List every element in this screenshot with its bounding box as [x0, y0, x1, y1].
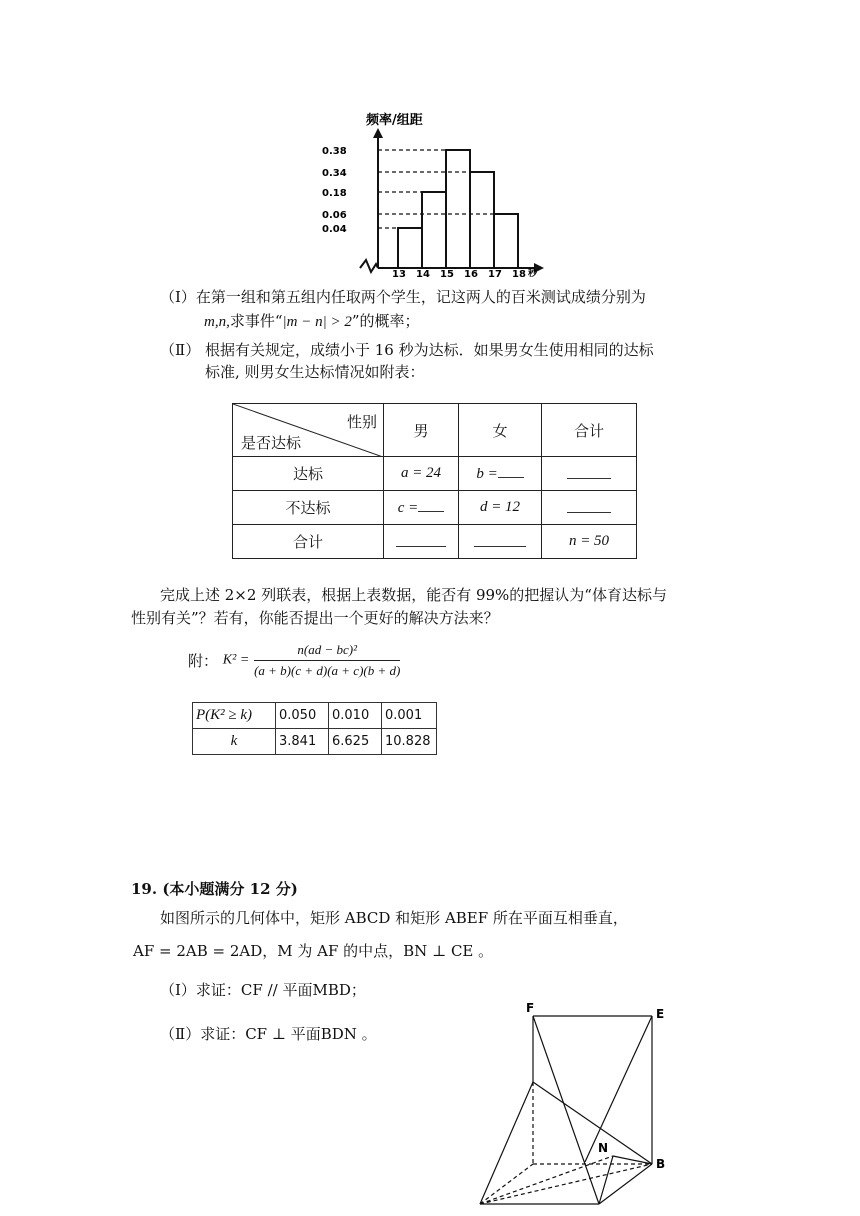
x-axis-break [360, 260, 378, 272]
x-tick-label: 16 [464, 269, 478, 280]
x-tick-label: 18 [512, 269, 526, 280]
part1-mid: 求事件“ [229, 312, 283, 330]
formula-denominator: (a + b)(c + d)(a + c)(b + d) [254, 663, 401, 678]
frequency-histogram [318, 108, 550, 284]
label-B: B [656, 1157, 666, 1171]
part1-line2 [204, 311, 420, 332]
contingency-table [232, 403, 637, 559]
q19-line2: AF = 2AB = 2AD，M 为 AF 的中点，BN ⊥ CE 。 [133, 942, 494, 960]
part2-line2: 标准, 则男女生达标情况如附表： [205, 363, 425, 381]
q19-title: 19. (本小题满分 12 分) [131, 880, 298, 898]
y-tick-label: 0.38 [322, 146, 347, 157]
histogram-bar [422, 192, 446, 268]
x-tick-label: 14 [416, 269, 430, 280]
cell-c: c = [384, 491, 459, 525]
part2-line1: （Ⅱ） 根据有关规定，成绩小于 16 秒为达标．如果男女生使用相同的达标 [160, 341, 654, 359]
edge-M-left [480, 1082, 533, 1204]
row-pass: 达标 [233, 457, 384, 491]
label-E: E [656, 1007, 665, 1021]
k-label: k [193, 729, 276, 755]
histogram-bar [446, 150, 470, 268]
critical-value-table [192, 702, 437, 755]
formula-lhs: K² = [222, 652, 250, 668]
formula-fraction [254, 642, 400, 679]
p-value: 0.050 [276, 703, 329, 729]
segment-N-base [599, 1156, 613, 1204]
y-tick-label: 0.04 [322, 224, 347, 235]
geometry-figure [470, 996, 680, 1210]
segment-E-line [585, 1016, 652, 1162]
diagonal-hidden-2 [480, 1164, 533, 1204]
cell-d: d = 12 [459, 491, 542, 525]
diagonal-hidden-3 [480, 1156, 613, 1204]
label-N: N [598, 1141, 609, 1155]
p-value: 0.010 [329, 703, 382, 729]
p-value: 0.001 [382, 703, 437, 729]
y-tick-label: 0.06 [322, 210, 347, 221]
edge-M-right [533, 1082, 652, 1164]
cell-b: b = [459, 457, 542, 491]
question-line2: 性别有关”？若有，你能否提出一个更好的解决方法来？ [131, 609, 499, 627]
y-tick-label: 0.18 [322, 188, 347, 199]
x-tick-label: 15 [440, 269, 454, 280]
corner-cell [233, 404, 384, 457]
cell-female-total [459, 525, 542, 559]
x-axis-unit: 秒 [528, 269, 538, 279]
k-value: 10.828 [382, 729, 437, 755]
y-axis-arrow [373, 128, 383, 138]
formula-prefix: 附： [188, 652, 219, 670]
formula-numerator: n(ad − bc)² [254, 642, 400, 661]
col-total: 合计 [542, 404, 637, 457]
event-expression: |m − n| > 2 [282, 314, 352, 330]
col-female: 女 [459, 404, 542, 457]
row-fail: 不达标 [233, 491, 384, 525]
cell-male-total [384, 525, 459, 559]
segment-FN [533, 1016, 599, 1204]
k-value: 3.841 [276, 729, 329, 755]
part1-vars: m,n, [204, 314, 230, 330]
question-line1: 完成上述 2×2 列联表，根据上表数据，能否有 99%的把握认为“体育达标与 [160, 586, 667, 604]
p-header: P(K² ≥ k) [193, 703, 276, 729]
k-value: 6.625 [329, 729, 382, 755]
row-total: 合计 [233, 525, 384, 559]
cell-n: n = 50 [542, 525, 637, 559]
corner-top-label: 性别 [346, 413, 377, 431]
cell-pass-total [542, 457, 637, 491]
histogram-bar [494, 214, 518, 268]
label-F: F [526, 1001, 535, 1015]
part1-line1: （Ⅰ）在第一组和第五组内任取两个学生，记这两人的百米测试成绩分别为 [160, 288, 646, 306]
q19-line1: 如图所示的几何体中，矩形 ABCD 和矩形 ABEF 所在平面互相垂直， [160, 909, 628, 927]
cell-fail-total [542, 491, 637, 525]
x-tick-label: 17 [488, 269, 502, 280]
corner-bottom-label: 是否达标 [241, 434, 302, 452]
y-tick-label: 0.34 [322, 168, 347, 179]
histogram-bar [470, 172, 494, 268]
formula [188, 642, 400, 679]
q19-sub1: （Ⅰ）求证：CF // 平面MBD； [160, 981, 366, 999]
cell-a: a = 24 [384, 457, 459, 491]
x-tick-label: 13 [392, 269, 406, 280]
col-male: 男 [384, 404, 459, 457]
part1-end: ”的概率； [351, 312, 420, 330]
histogram-bar [398, 228, 422, 268]
q19-sub2: （Ⅱ）求证：CF ⊥ 平面BDN 。 [160, 1025, 377, 1043]
y-axis-label: 频率/组距 [366, 113, 423, 128]
